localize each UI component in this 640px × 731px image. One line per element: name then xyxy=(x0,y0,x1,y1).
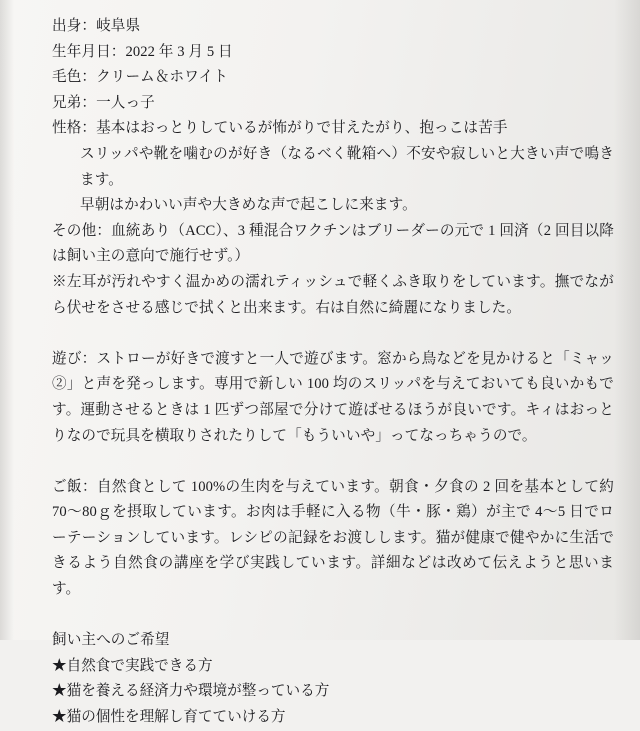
profile-line-color: 毛色：クリーム＆ホワイト xyxy=(52,65,614,91)
spacer-2 xyxy=(52,449,614,475)
profile-line-birthday: 生年月日：2022 年 3 月 5 日 xyxy=(52,40,614,66)
profile-line-siblings: 兄弟：一人っ子 xyxy=(52,91,614,117)
requests-heading: 飼い主へのご希望 xyxy=(52,628,614,654)
spacer-1 xyxy=(52,321,614,347)
personality-detail-2: 早朝はかわいい声や大きめな声で起こしに来ます。 xyxy=(52,193,614,219)
meal-paragraph: ご飯：自然食として 100%の生肉を与えています。朝食・夕食の 2 回を基本として約 70～80ｇを摂取しています。お肉は手軽に入る物（牛・豚・鶏）が主で 4～5 日でローテーションしています。レシピの記録をお渡しします。猫が健康で健やかに生活できるよう自然食の講座を学び実践しています。詳細などは改めて伝えようと思います。 xyxy=(52,475,614,603)
request-item-3: ★猫の個性を理解し育てていける方 xyxy=(52,705,614,731)
other-paragraph: その他：血統あり（ACC）、3 種混合ワクチンはブリーダーの元で 1 回済（2 回目以降は飼い主の意向で施行せず。） xyxy=(52,219,614,270)
profile-line-personality: 性格：基本はおっとりしているが怖がりで甘えたがり、抱っこは苦手 xyxy=(52,116,614,142)
ear-care-note: ※左耳が汚れやすく温かめの濡れティッシュで軽くふき取りをしています。撫でながら伏せをさせる感じで拭くと出来ます。右は自然に綺麗になりました。 xyxy=(52,270,614,321)
personality-detail-1: スリッパや靴を噛むのが好き（なるべく靴箱へ）不安や寂しいと大きい声で鳴きます。 xyxy=(52,142,614,193)
request-item-1: ★自然食で実践できる方 xyxy=(52,654,614,680)
request-item-2: ★猫を養える経済力や環境が整っている方 xyxy=(52,679,614,705)
play-paragraph: 遊び：ストローが好きで渡すと一人で遊びます。窓から鳥などを見かけると「ミャッ②」と声を発っします。専用で新しい 100 均のスリッパを与えておいても良いかもです。運動させるときは 1 匹ずつ部屋で分けて遊ばせるほうが良いです。キィはおっとりなので玩具を横取りされたりして「もういいや」ってなっちゃうので。 xyxy=(52,347,614,449)
profile-line-origin: 出身：岐阜県 xyxy=(52,14,614,40)
spacer-3 xyxy=(52,603,614,629)
